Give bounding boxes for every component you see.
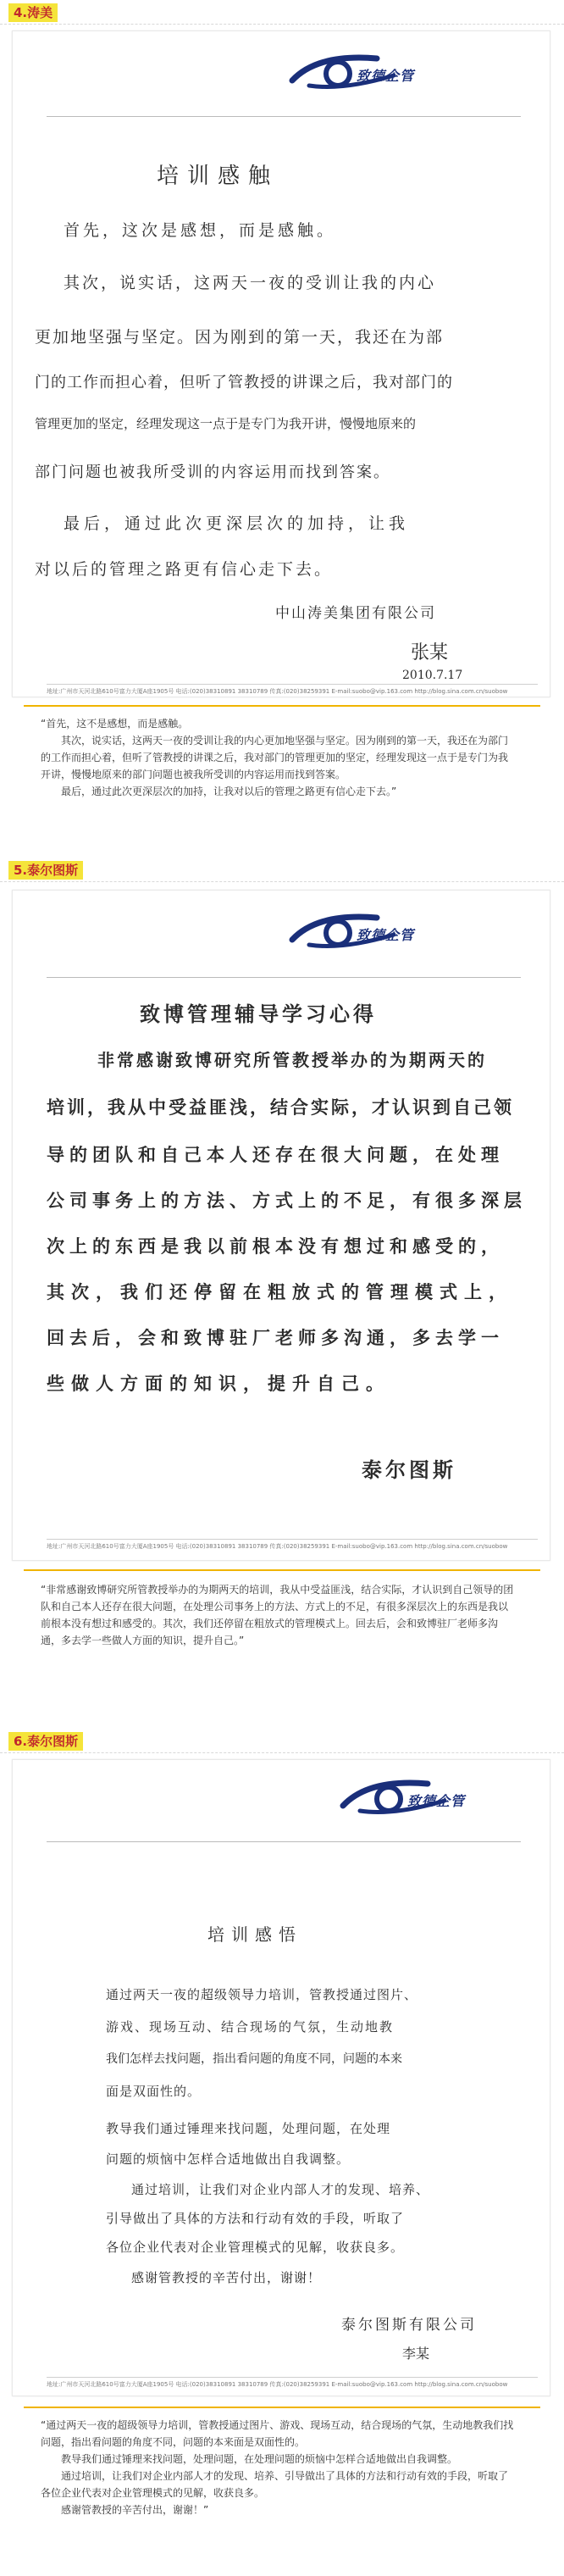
divider	[0, 24, 564, 25]
header-rule	[47, 116, 521, 117]
logo-text: 致德企管	[407, 1793, 466, 1809]
header-rule	[47, 1841, 521, 1842]
logo	[335, 1772, 487, 1826]
letter-line: 导的团队和自己本人还存在很大问题，在处理	[47, 1144, 504, 1165]
section-tag: 6.泰尔图斯	[8, 1732, 83, 1751]
quote-rule	[24, 705, 540, 707]
logo	[284, 906, 436, 960]
signature-company: 中山涛美集团有限公司	[275, 605, 436, 622]
logo	[284, 47, 436, 101]
letter-line: 首先，这次是感想，而是感触。	[64, 221, 337, 240]
letter-line: 对以后的管理之路更有信心走下去。	[35, 560, 334, 579]
letter-line: 些做人方面的知识，提升自己。	[47, 1373, 390, 1394]
testimonial-section-4	[0, 0, 564, 856]
logo-text: 致德企管	[357, 68, 415, 84]
testimonial-section-5	[0, 856, 564, 1729]
signature-name: 李某	[402, 2346, 430, 2362]
letter-line: 面是双面性的。	[106, 2084, 202, 2099]
letter-line: 最后，通过此次更深层次的加持，让我	[64, 514, 410, 533]
quote-line: 最后，通过此次更深层次的加持，让我对以后的管理之路更有信心走下去。”	[61, 786, 397, 797]
letter-line: 培训，我从中受益匪浅，结合实际，才认识到自己领	[47, 1096, 514, 1118]
letter-scan	[12, 890, 550, 1561]
letter-line: 公司事务上的方法、方式上的不足，有很多深层	[47, 1190, 527, 1211]
letterhead-footer: 地址:广州市天河北路610号富力大厦A座1905号 电话:(020)38310891 38310789 传真:(020)38259391 E-mail:suobo@vip.163.com http://blog.sina.com.cn/suobow	[47, 2377, 538, 2389]
quote-line: “首先，这不是感想，而是感触。	[41, 718, 189, 730]
letter-line: 回去后，会和致博驻厂老师多沟通，多去学一	[47, 1327, 504, 1348]
letter-line: 门的工作而担心着，但听了管教授的讲课之后，我对部门的	[35, 374, 453, 391]
letter-scan	[12, 1759, 550, 2396]
signature-name: 张某	[411, 642, 449, 663]
testimonial-section-6	[0, 1729, 564, 2576]
signature-company: 泰尔图斯	[362, 1457, 456, 1482]
quote-line: 教导我们通过锤理来找问题，处理问题，在处理问题的烦恼中怎样合适地做出自我调整。	[61, 2453, 458, 2465]
letter-line: 非常感谢致博研究所管教授举办的为期两天的	[97, 1050, 487, 1070]
letter-line: 我们怎样去找问题，指出看问题的角度不同，问题的本来	[106, 2052, 402, 2066]
letter-line: 通过两天一夜的超级领导力培训，管教授通过图片、	[106, 1987, 418, 2002]
quote-line: “通过两天一夜的超级领导力培训，管教授通过图片、游戏、现场互动，结合现场的气氛，生动地教我们找问题，指出看问题的角度不同，问题的本来面是双面性的。	[41, 2419, 514, 2448]
letterhead-footer: 地址:广州市天河北路610号富力大厦A座1905号 电话:(020)38310891 38310789 传真:(020)38259391 E-mail:suobo@vip.163.com http://blog.sina.com.cn/suobow	[47, 1539, 538, 1551]
letter-line: 次上的东西是我以前根本没有想过和感受的，	[47, 1235, 504, 1257]
letter-line: 感谢管教授的辛苦付出，谢谢！	[131, 2270, 322, 2285]
letter-line: 引导做出了具体的方法和行动有效的手段，听取了	[106, 2211, 405, 2226]
quote-rule	[24, 1569, 540, 1571]
signature-company: 泰尔图斯有限公司	[341, 2317, 477, 2334]
letter-line: 游戏、现场互动、结合现场的气氛，生动地教	[106, 2019, 395, 2035]
transcript-quote	[41, 2417, 515, 2518]
letter-line: 部门问题也被我所受训的内容运用而找到答案。	[35, 464, 390, 481]
letter-line: 其次，我们还停留在粗放式的管理模式上，	[47, 1281, 513, 1302]
section-tag: 5.泰尔图斯	[8, 861, 83, 880]
letter-line: 教导我们通过锤理来找问题，处理问题，在处理	[106, 2121, 391, 2136]
logo-text: 致德企管	[357, 927, 415, 943]
quote-line: 感谢管教授的辛苦付出，谢谢！”	[61, 2504, 209, 2516]
letter-line: 其次，说实话，这两天一夜的受训让我的内心	[64, 274, 437, 292]
letter-title: 致博管理辅导学习心得	[140, 1002, 377, 1026]
signature-date: 2010.7.17	[402, 669, 463, 682]
quote-line: “非常感谢致博研究所管教授举办的为期两天的培训，我从中受益匪浅，结合实际，才认识到自己领导的团队和自己本人还存在很大问题，在处理公司事务上的方法、方式上的不足，有很多深层次上的东西是我以前根本没有想过和感受的。其次，我们还停留在粗放式的管理模式上。回去后，会和致博驻厂老师多沟通，多去学一些做人方面的知识，提升自己。”	[41, 1584, 514, 1646]
transcript-quote	[41, 715, 515, 800]
letter-line: 通过培训，让我们对企业内部人才的发现、培养、	[131, 2182, 430, 2197]
section-tag: 4.涛美	[8, 3, 58, 22]
divider	[0, 881, 564, 882]
letter-title: 培训感悟	[207, 1924, 302, 1945]
letter-line: 各位企业代表对企业管理模式的见解，收获良多。	[106, 2240, 405, 2255]
divider	[0, 1752, 564, 1753]
letter-scan	[12, 31, 550, 697]
letter-line: 问题的烦恼中怎样合适地做出自我调整。	[106, 2151, 351, 2167]
letter-title: 培训感触	[157, 164, 279, 189]
header-rule	[47, 977, 521, 978]
transcript-quote	[41, 1581, 515, 1649]
letterhead-footer: 地址:广州市天河北路610号富力大厦A座1905号 电话:(020)38310891 38310789 传真:(020)38259391 E-mail:suobo@vip.163.com http://blog.sina.com.cn/suobow	[47, 684, 538, 696]
letter-line: 管理更加的坚定，经理发现这一点于是专门为我开讲，慢慢地原来的	[35, 416, 417, 431]
quote-line: 其次，说实话，这两天一夜的受训让我的内心更加地坚强与坚定。因为刚到的第一天，我还在为部门的工作而担心着，但听了管教授的讲课之后，我对部门的管理更加的坚定，经理发现这一点于是专门为我开讲，慢慢地原来的部门问题也被我所受训的内容运用而找到答案。	[41, 735, 509, 780]
letter-line: 更加地坚强与坚定。因为刚到的第一天，我还在为部	[35, 328, 445, 347]
quote-rule	[24, 2407, 540, 2408]
quote-line: 通过培训，让我们对企业内部人才的发现、培养、引导做出了具体的方法和行动有效的手段，听取了各位企业代表对企业管理模式的见解，收获良多。	[41, 2470, 509, 2499]
